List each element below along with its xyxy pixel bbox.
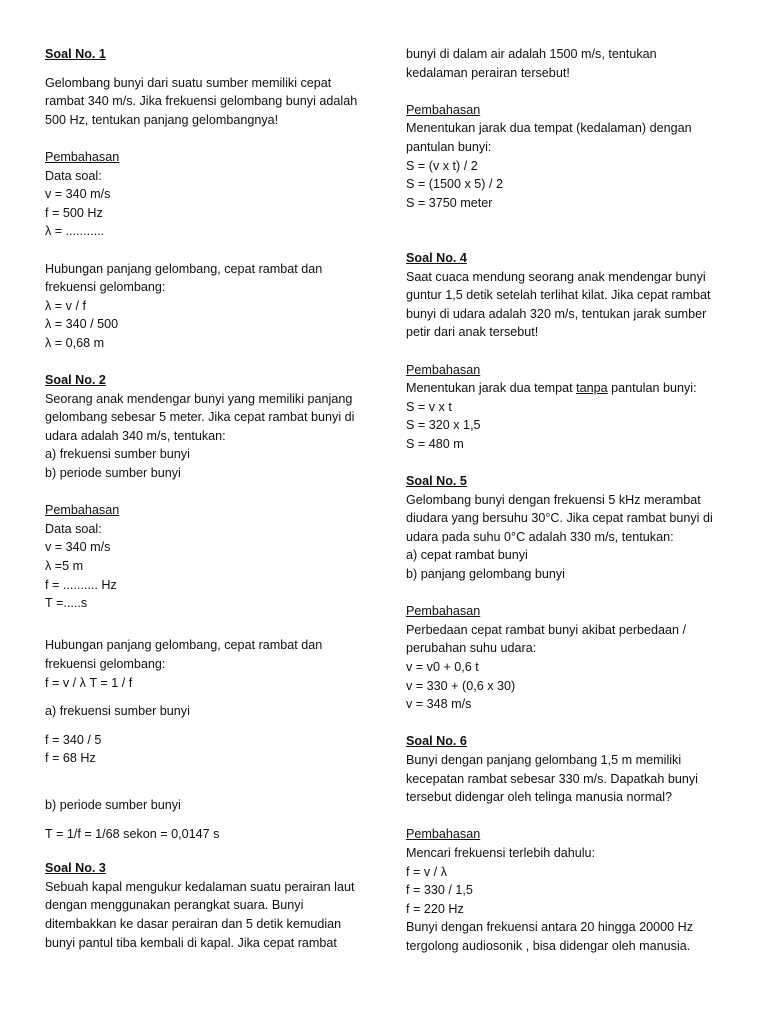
solution-line: v = 340 m/s	[45, 187, 111, 202]
soal-5-title: Soal No. 5	[406, 474, 467, 489]
soal-2-title: Soal No. 2	[45, 373, 106, 388]
solution-line: T = 1/f = 1/68 sekon = 0,0147 s	[45, 826, 220, 841]
solution-line: Mencari frekuensi terlebih dahulu:	[406, 845, 596, 860]
solution-line: λ = 0,68 m	[45, 335, 105, 350]
solution-line: λ = v / f	[45, 298, 86, 313]
soal-5-text: a) cepat rambat bunyi	[406, 548, 528, 563]
soal-4-text: bunyi di udara adalah 320 m/s, tentukan jarak sumber	[406, 306, 707, 321]
solution-line: frekuensi gelombang:	[45, 657, 166, 671]
solution-line: Perbedaan cepat rambat bunyi akibat perbedaan /	[406, 622, 687, 637]
solution-line: tergolong audiosonik , bisa didengar oleh manusia.	[406, 938, 691, 953]
soal-3-text: bunyi di dalam air adalah 1500 m/s, tentukan	[406, 47, 657, 61]
solution-line: Menentukan jarak dua tempat (kedalaman) dengan	[406, 121, 692, 136]
soal-3-text: bunyi pantul tiba kembali di kapal. Jika cepat rambat	[45, 935, 337, 950]
soal-3-text: kedalaman perairan tersebut!	[406, 65, 570, 80]
soal-1-text: Gelombang bunyi dari suatu sumber memiliki cepat	[45, 75, 332, 90]
soal-4-text: Saat cuaca mendung seorang anak mendengar bunyi	[406, 269, 706, 284]
soal-4-text: petir dari anak tersebut!	[406, 325, 539, 340]
solution-line: S = 480 m	[406, 436, 464, 451]
solution-line: λ = 340 / 500	[45, 317, 119, 332]
pembahasan-5-heading: Pembahasan	[406, 604, 481, 619]
solution-line: frekuensi gelombang:	[45, 280, 166, 295]
pembahasan-1-heading: Pembahasan	[45, 149, 120, 164]
soal-2-text: Seorang anak mendengar bunyi yang memiliki panjang	[45, 391, 353, 406]
solution-line: Hubungan panjang gelombang, cepat rambat dan	[45, 638, 323, 653]
solution-line: λ =5 m	[45, 559, 84, 574]
soal-5-text: b) panjang gelombang bunyi	[406, 567, 565, 582]
soal-5-text: Gelombang bunyi dengan frekuensi 5 kHz merambat	[406, 492, 701, 507]
solution-line: v = v0 + 0,6 t	[406, 660, 479, 674]
solution-line: v = 330 + (0,6 x 30)	[406, 678, 516, 693]
solution-line: T =.....s	[45, 596, 88, 611]
soal-5-text: diudara yang bersuhu 30°C. Jika cepat rambat bunyi di	[406, 511, 713, 526]
soal-6-title: Soal No. 6	[406, 734, 467, 749]
solution-line: S = 320 x 1,5	[406, 418, 481, 433]
solution-line: f = .......... Hz	[45, 577, 117, 592]
soal-3-text: Sebuah kapal mengukur kedalaman suatu perairan laut	[45, 879, 355, 894]
tanpa-underlined: tanpa	[576, 381, 608, 396]
solution-line: f = 330 / 1,5	[406, 883, 473, 898]
pembahasan-6-heading: Pembahasan	[406, 827, 481, 842]
solution-line: S = (1500 x 5) / 2	[406, 177, 503, 192]
solution-line: f = 68 Hz	[45, 751, 96, 766]
solution-line	[406, 379, 741, 398]
right-column	[406, 45, 741, 956]
soal-6-text: tersebut didengar oleh telinga manusia normal?	[406, 790, 673, 805]
solution-line: pantulan bunyi:	[406, 139, 492, 154]
solution-line: Data soal:	[45, 168, 102, 183]
solution-text: pantulan bunyi:	[607, 381, 697, 396]
solution-line: f = 500 Hz	[45, 205, 103, 220]
solution-line: Bunyi dengan frekuensi antara 20 hingga 20000 Hz	[406, 920, 694, 935]
solution-line: f = v / λ	[406, 864, 447, 879]
solution-line: f = v / λ T = 1 / f	[45, 675, 133, 690]
soal-1-text: 500 Hz, tentukan panjang gelombangnya!	[45, 112, 279, 127]
solution-line: f = 220 Hz	[406, 901, 464, 916]
soal-2-text: udara adalah 340 m/s, tentukan:	[45, 428, 226, 443]
solution-line: b) periode sumber bunyi	[45, 797, 181, 812]
solution-line: Hubungan panjang gelombang, cepat rambat dan	[45, 261, 323, 276]
pembahasan-2-heading: Pembahasan	[45, 503, 120, 518]
solution-line: S = 3750 meter	[406, 195, 493, 210]
solution-line: v = 340 m/s	[45, 540, 111, 555]
solution-text: Menentukan jarak dua tempat	[406, 381, 577, 396]
soal-6-text: kecepatan rambat sebesar 330 m/s. Dapatkah bunyi	[406, 771, 698, 786]
soal-3-text: ditembakkan ke dasar perairan dan 5 detik kemudian	[45, 916, 342, 931]
soal-2-text: gelombang sebesar 5 meter. Jika cepat rambat bunyi di	[45, 410, 355, 425]
soal-3-title: Soal No. 3	[45, 861, 106, 876]
solution-line: a) frekuensi sumber bunyi	[45, 704, 190, 719]
soal-2-text: b) periode sumber bunyi	[45, 466, 181, 481]
soal-1-text: rambat 340 m/s. Jika frekuensi gelombang bunyi adalah	[45, 94, 358, 109]
soal-3-text: dengan menggunakan perangkat suara. Bunyi	[45, 898, 304, 913]
soal-1-title: Soal No. 1	[45, 47, 106, 61]
soal-5-text: udara pada suhu 0°C adalah 330 m/s, tentukan:	[406, 529, 674, 544]
solution-line: λ = ...........	[45, 224, 105, 239]
soal-6-text: Bunyi dengan panjang gelombang 1,5 m memiliki	[406, 752, 682, 767]
left-column	[45, 45, 380, 952]
soal-2-text: a) frekuensi sumber bunyi	[45, 447, 190, 462]
solution-line: v = 348 m/s	[406, 697, 472, 712]
solution-line: f = 340 / 5	[45, 732, 102, 747]
soal-4-text: guntur 1,5 detik setelah terlihat kilat. Jika cepat rambat	[406, 288, 711, 303]
solution-line: S = (v x t) / 2	[406, 158, 478, 173]
solution-line: perubahan suhu udara:	[406, 641, 537, 656]
solution-line: Data soal:	[45, 521, 102, 536]
pembahasan-3-heading: Pembahasan	[406, 102, 481, 117]
soal-4-title: Soal No. 4	[406, 250, 467, 265]
solution-line: S = v x t	[406, 399, 452, 414]
pembahasan-4-heading: Pembahasan	[406, 362, 481, 377]
